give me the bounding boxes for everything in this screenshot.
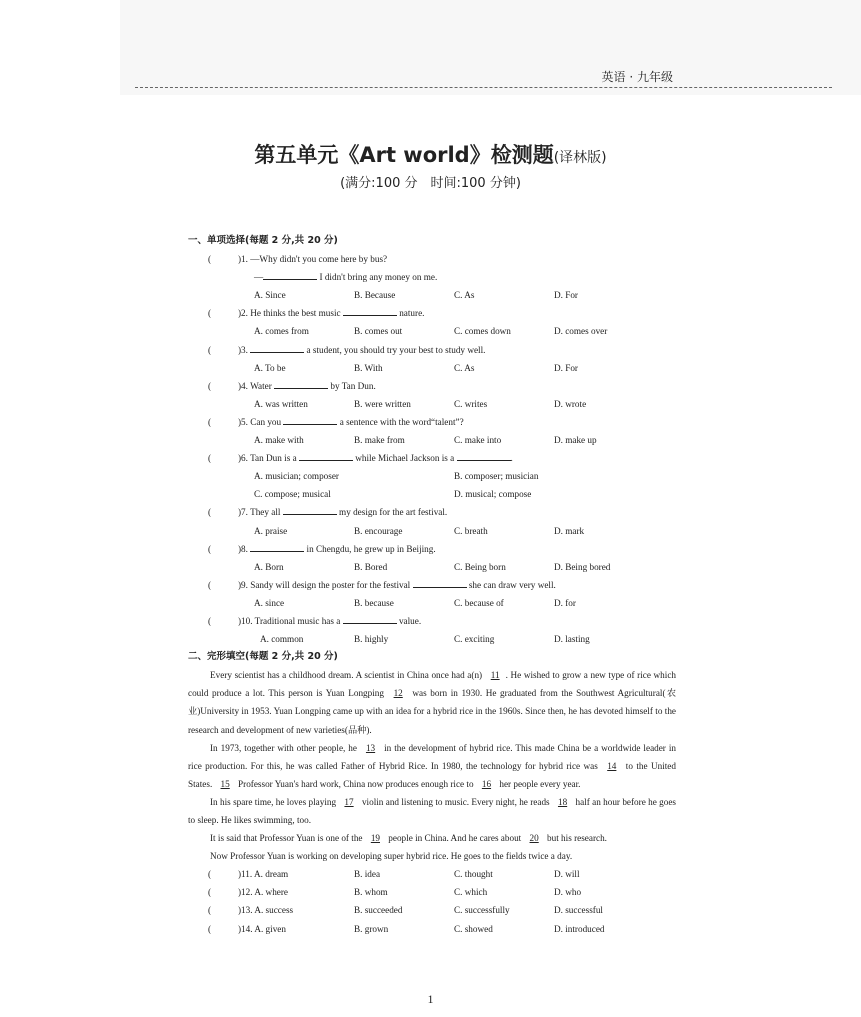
question-7-options: A. praise B. encourage C. breath D. mark xyxy=(254,525,585,536)
answer-blank[interactable] xyxy=(343,306,397,316)
cloze-blank-15[interactable]: 15 xyxy=(220,778,230,789)
cloze-blank-16[interactable]: 16 xyxy=(481,778,492,789)
question-7: ( )7. They all my design for the art festival. xyxy=(208,507,448,518)
exam-content xyxy=(188,232,676,938)
cloze-blank-19[interactable]: 19 xyxy=(370,833,380,844)
question-8-options: A. Born B. Bored C. Being born D. Being bored xyxy=(254,561,611,572)
answer-blank[interactable] xyxy=(263,270,317,280)
question-1-options: A. Since B. Because C. As D. For xyxy=(254,290,578,301)
header-divider xyxy=(135,87,832,88)
header-band xyxy=(120,0,861,95)
question-1-line2: — I didn't bring any money on me. xyxy=(254,272,438,283)
cloze-blank-17[interactable]: 17 xyxy=(344,796,354,807)
question-9-options: A. since B. because C. because of D. for xyxy=(254,597,576,608)
cloze-blank-12[interactable]: 12 xyxy=(393,688,403,699)
passage-paragraph-5: Now Professor Yuan is working on developing super hybrid rice. He goes to the fields twice a day. xyxy=(210,851,573,862)
answer-blank[interactable] xyxy=(283,415,337,425)
question-9: ( )9. Sandy will design the poster for the festival she can draw very well. xyxy=(208,579,556,590)
cloze-blank-13[interactable]: 13 xyxy=(365,742,376,753)
passage-paragraph-3: In his spare time, he loves playing 17 violin and listening to music. Every night, he reads 18 half an hour before he goes to sleep. He likes swimming, too. xyxy=(188,796,676,825)
question-13: ( )13. A. success B. succeeded C. successfully D. successful xyxy=(208,905,603,916)
passage-paragraph-1: Every scientist has a childhood dream. A scientist in China once had a(n) 11 . He wished to grow a new type of rice which could produce a lot. This person is Yuan Longping 12 was born in 1930. He graduated from the Southwest Agricultural(农业)University in 1953. Yuan Longping came up with an idea for a hybrid rice in the 1960s. Since then, he has devoted himself to the research and development of new varieties(品种). xyxy=(188,670,677,735)
title-main: 第五单元《Art world》检测题 xyxy=(254,143,554,167)
question-2: ( )2. He thinks the best music nature. xyxy=(208,308,425,319)
question-6-options-cd: C. compose; musical D. musical; compose xyxy=(254,489,532,500)
page-title xyxy=(0,139,861,169)
answer-blank[interactable] xyxy=(343,614,397,624)
cloze-blank-14[interactable]: 14 xyxy=(607,760,617,771)
answer-blank[interactable] xyxy=(250,542,304,552)
section2-heading: 二、完形填空(每题 2 分,共 20 分) xyxy=(188,651,338,663)
question-12: ( )12. A. where B. whom C. which D. who xyxy=(208,887,582,898)
question-8: ( )8. in Chengdu, he grew up in Beijing. xyxy=(208,543,436,554)
question-3-options: A. To be B. With C. As D. For xyxy=(254,362,578,373)
answer-blank[interactable] xyxy=(413,578,467,588)
passage-paragraph-2: In 1973, together with other people, he 13 in the development of hybrid rice. This made China be a worldwide leader in rice production. For this, he was called Father of Hybrid Rice. In 1980, the technology for hybrid rice was 14 to the United States. 15 Professor Yuan's hard work, China now produces enough rice to 16 her people every year. xyxy=(188,742,676,789)
page-subtitle: (满分:100 分 时间:100 分钟) xyxy=(340,176,521,191)
question-14: ( )14. A. given B. grown C. showed D. introduced xyxy=(208,923,605,934)
answer-blank[interactable] xyxy=(299,451,353,461)
question-4: ( )4. Water by Tan Dun. xyxy=(208,380,376,391)
cloze-blank-20[interactable]: 20 xyxy=(529,833,539,844)
cloze-blank-11[interactable]: 11 xyxy=(490,670,500,681)
page-number: 1 xyxy=(427,992,434,1006)
question-1: ( )1. —Why didn't you come here by bus? xyxy=(208,254,388,265)
answer-blank[interactable] xyxy=(457,451,511,461)
passage-paragraph-4: It is said that Professor Yuan is one of the 19 people in China. And he cares about 20 but his research. xyxy=(210,833,607,844)
question-10-options: A. common B. highly C. exciting D. lasting xyxy=(260,634,590,645)
question-5: ( )5. Can you a sentence with the word“talent”? xyxy=(208,416,464,427)
question-11: ( )11. A. dream B. idea C. thought D. will xyxy=(208,869,580,880)
answer-blank[interactable] xyxy=(250,343,304,353)
question-4-options: A. was written B. were written C. writes D. wrote xyxy=(254,398,587,409)
question-6: ( )6. Tan Dun is a while Michael Jackson is a . xyxy=(208,453,513,464)
header-label: 英语 · 九年级 xyxy=(601,70,673,84)
answer-blank[interactable] xyxy=(283,505,337,515)
cloze-blank-18[interactable]: 18 xyxy=(557,796,568,807)
answer-blank[interactable] xyxy=(274,379,328,389)
question-3: ( )3. a student, you should try your best to study well. xyxy=(208,344,486,355)
question-2-options: A. comes from B. comes out C. comes down D. comes over xyxy=(254,326,608,337)
question-6-options-ab: A. musician; composer B. composer; musician xyxy=(254,471,539,482)
question-10: ( )10. Traditional music has a value. xyxy=(208,615,422,626)
question-5-options: A. make with B. make from C. make into D. make up xyxy=(254,435,597,446)
title-edition: (译林版) xyxy=(553,150,607,166)
section1-heading: 一、单项选择(每题 2 分,共 20 分) xyxy=(188,235,338,246)
